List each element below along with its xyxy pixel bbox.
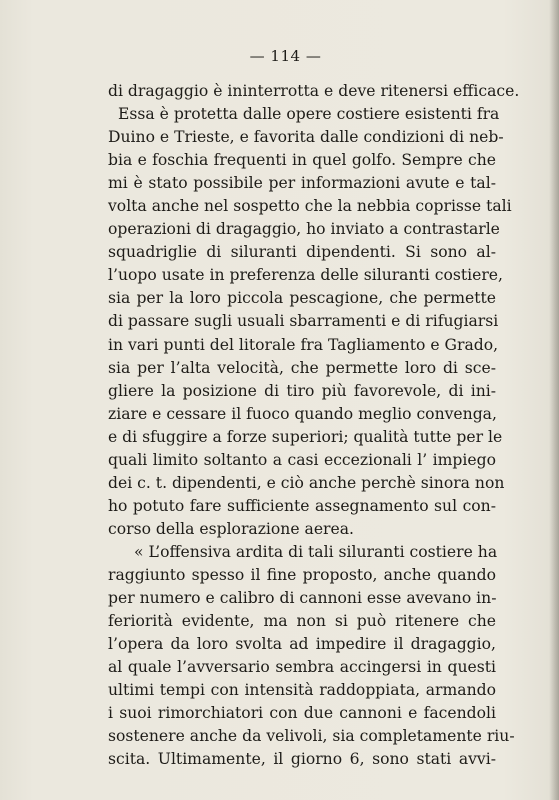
text-line: « L’offensiva ardita di tali siluranti costiere ha: [134, 542, 498, 561]
text-line: operazioni di dragaggio, ho inviato a contrastarle: [108, 220, 500, 239]
text-line: feriorità evidente, ma non si può ritenere che: [108, 612, 496, 631]
text-line: sostenere anche da velivoli, sia completamente riu-: [108, 727, 515, 746]
text-line: gliere la posizione di tiro più favorevole, di ini-: [108, 381, 496, 400]
text-line: quali limito soltanto a casi eccezionali l’ impiego: [108, 450, 496, 469]
page-edge-shadow: [549, 0, 559, 800]
body-text: [108, 80, 520, 771]
page-number: — 114 —: [249, 47, 322, 65]
text-line: Essa è protetta dalle opere costiere esistenti fra: [118, 105, 500, 124]
text-line: volta anche nel sospetto che la nebbia coprisse tali: [108, 197, 512, 216]
text-line: Duino e Trieste, e favorita dalle condizioni di neb-: [108, 128, 504, 147]
text-line: sia per la loro piccola pescagione, che permette: [108, 289, 496, 308]
text-line: in vari punti del litorale fra Tagliamento e Grado,: [108, 335, 499, 354]
text-line: di dragaggio è ininterrotta e deve ritenersi efficace.: [108, 82, 520, 100]
text-line: raggiunto spesso il fine proposto, anche quando: [108, 565, 496, 584]
text-line: squadriglie di siluranti dipendenti. Si sono al-: [108, 243, 496, 262]
text-line: al quale l’avversario sembra accingersi in questi: [108, 658, 496, 677]
text-line: di passare sugli usuali sbarramenti e di rifugiarsi: [108, 312, 499, 331]
text-line: scita. Ultimamente, il giorno 6, sono stati avvi-: [108, 750, 496, 769]
text-line: mi è stato possibile per informazioni avute e tal-: [108, 174, 496, 193]
text-line: bia e foschia frequenti in quel golfo. Sempre che: [108, 151, 496, 170]
text-line: l’uopo usate in preferenza delle siluranti costiere,: [108, 266, 503, 285]
text-line: e di sfuggire a forze superiori; qualità tutte per le: [108, 427, 503, 446]
text-line: ho potuto fare sufficiente assegnamento sul con-: [108, 496, 496, 515]
text-line: ultimi tempi con intensità raddoppiata, armando: [108, 681, 496, 700]
text-line: ziare e cessare il fuoco quando meglio convenga,: [108, 404, 497, 423]
text-line: dei c. t. dipendenti, e ciò anche perchè sinora non: [108, 473, 505, 492]
text-line: per numero e calibro di cannoni esse avevano in-: [108, 589, 497, 608]
text-line: i suoi rimorchiatori con due cannoni e facendoli: [108, 704, 496, 723]
text-line: corso della esplorazione aerea.: [108, 519, 354, 538]
text-line: l’opera da loro svolta ad impedire il dragaggio,: [108, 635, 496, 654]
text-line: sia per l’alta velocità, che permette loro di sce-: [108, 358, 496, 377]
